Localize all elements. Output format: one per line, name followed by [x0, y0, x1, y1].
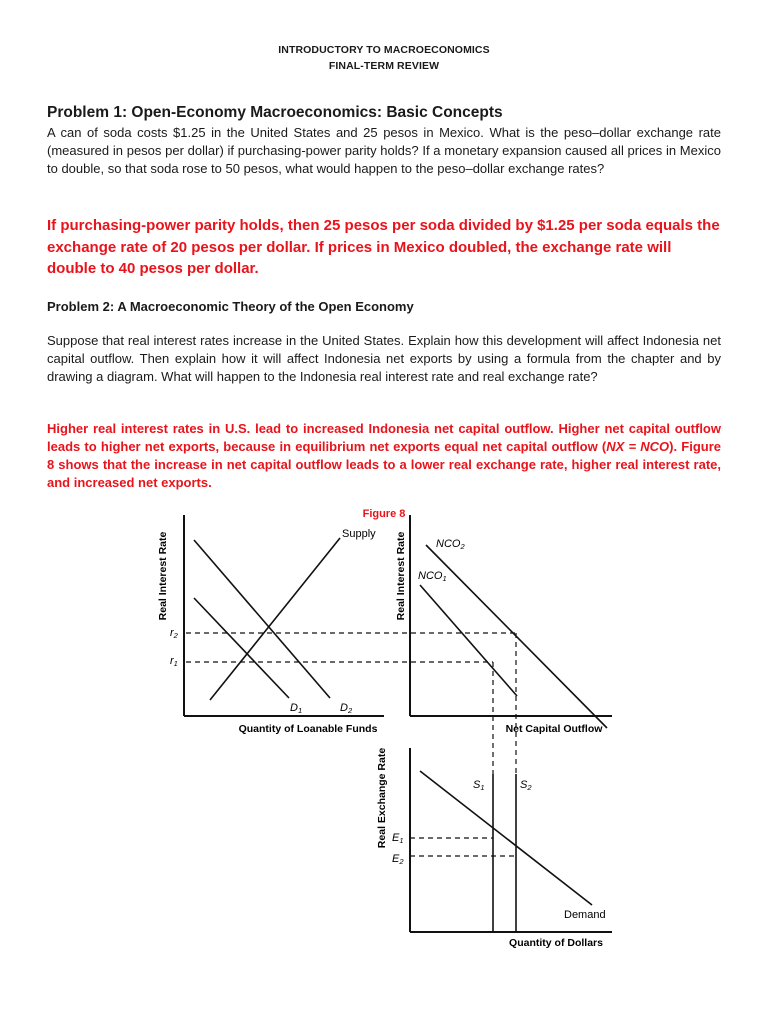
e1-label: E1 — [392, 832, 404, 845]
fx-x-label: Quantity of Dollars — [509, 937, 603, 949]
d2-label: D2 — [340, 702, 353, 715]
nco-x-label: Net Capital Outflow — [505, 723, 603, 735]
problem2-title: Problem 2: A Macroeconomic Theory of the Open Economy — [47, 299, 414, 314]
loanable-y-label: Real Interest Rate — [157, 531, 169, 621]
problem2-question: Suppose that real interest rates increase in the United States. Explain how this development will affect Indonesia net capital outflow. Then explain how it will affect Indonesia net exports by using a formula from the chapter and by drawing a diagram. What will happen to the Indonesia real interest rate and real exchange rate? — [47, 333, 721, 384]
demand-label: Demand — [564, 909, 606, 921]
problem1-title: Problem 1: Open-Economy Macroeconomics: Basic Concepts — [47, 104, 503, 121]
problem1-answer: If purchasing-power parity holds, then 25 pesos per soda divided by $1.25 per soda equals the exchange rate of 20 pesos per dollar. If prices in Mexico doubled, the exchange rate will double to 40 pesos per dollar. — [47, 217, 720, 277]
nco2-label: NCO2 — [436, 538, 465, 551]
demand-curve-d1 — [194, 598, 289, 698]
supply-label: Supply — [342, 528, 376, 540]
d1-label: D1 — [290, 702, 303, 715]
nco-panel — [395, 515, 612, 735]
guide-lines — [186, 633, 516, 856]
course-title: INTRODUCTORY TO MACROECONOMICS — [278, 44, 490, 56]
e2-label: E2 — [392, 853, 404, 866]
answer-text-pre: Higher real interest rates in U.S. lead to increased Indonesia net capital outflow. Higher net capital outflow leads to higher net exports, because in equilibrium net exports equal net capital outflow ( — [47, 421, 721, 454]
loanable-funds-panel — [157, 515, 384, 735]
answer-text-post: ). Figure 8 shows that the increase in net capital outflow leads to a lower real exchange rate, higher real interest rate, and increased net exports. — [47, 439, 721, 490]
nco-y-label: Real Interest Rate — [395, 531, 407, 621]
figure-title: Figure 8 — [362, 508, 406, 520]
supply-curve — [210, 538, 340, 700]
loanable-x-label: Quantity of Loanable Funds — [238, 723, 378, 735]
nco1-curve — [420, 585, 517, 696]
exchange-rate-panel — [376, 748, 612, 949]
r1-label: r1 — [170, 655, 178, 668]
fx-y-label: Real Exchange Rate — [376, 747, 388, 849]
r2-label: r2 — [170, 627, 178, 640]
s2-label: S2 — [520, 779, 532, 792]
s1-label: S1 — [473, 779, 485, 792]
review-title: FINAL-TERM REVIEW — [328, 60, 440, 72]
nco1-label: NCO1 — [418, 570, 447, 583]
problem1-question: A can of soda costs $1.25 in the United States and 25 pesos in Mexico. What is the peso–dollar exchange rate (measured in pesos per dollar) if purchasing-power parity holds? If a monetary expansion caused all prices in Mexico to double, so that soda rose to 50 pesos, what would happen to the peso–dollar exchange rates? — [47, 125, 721, 176]
answer-formula: NX = NCO — [606, 439, 670, 454]
demand-curve — [420, 771, 592, 905]
